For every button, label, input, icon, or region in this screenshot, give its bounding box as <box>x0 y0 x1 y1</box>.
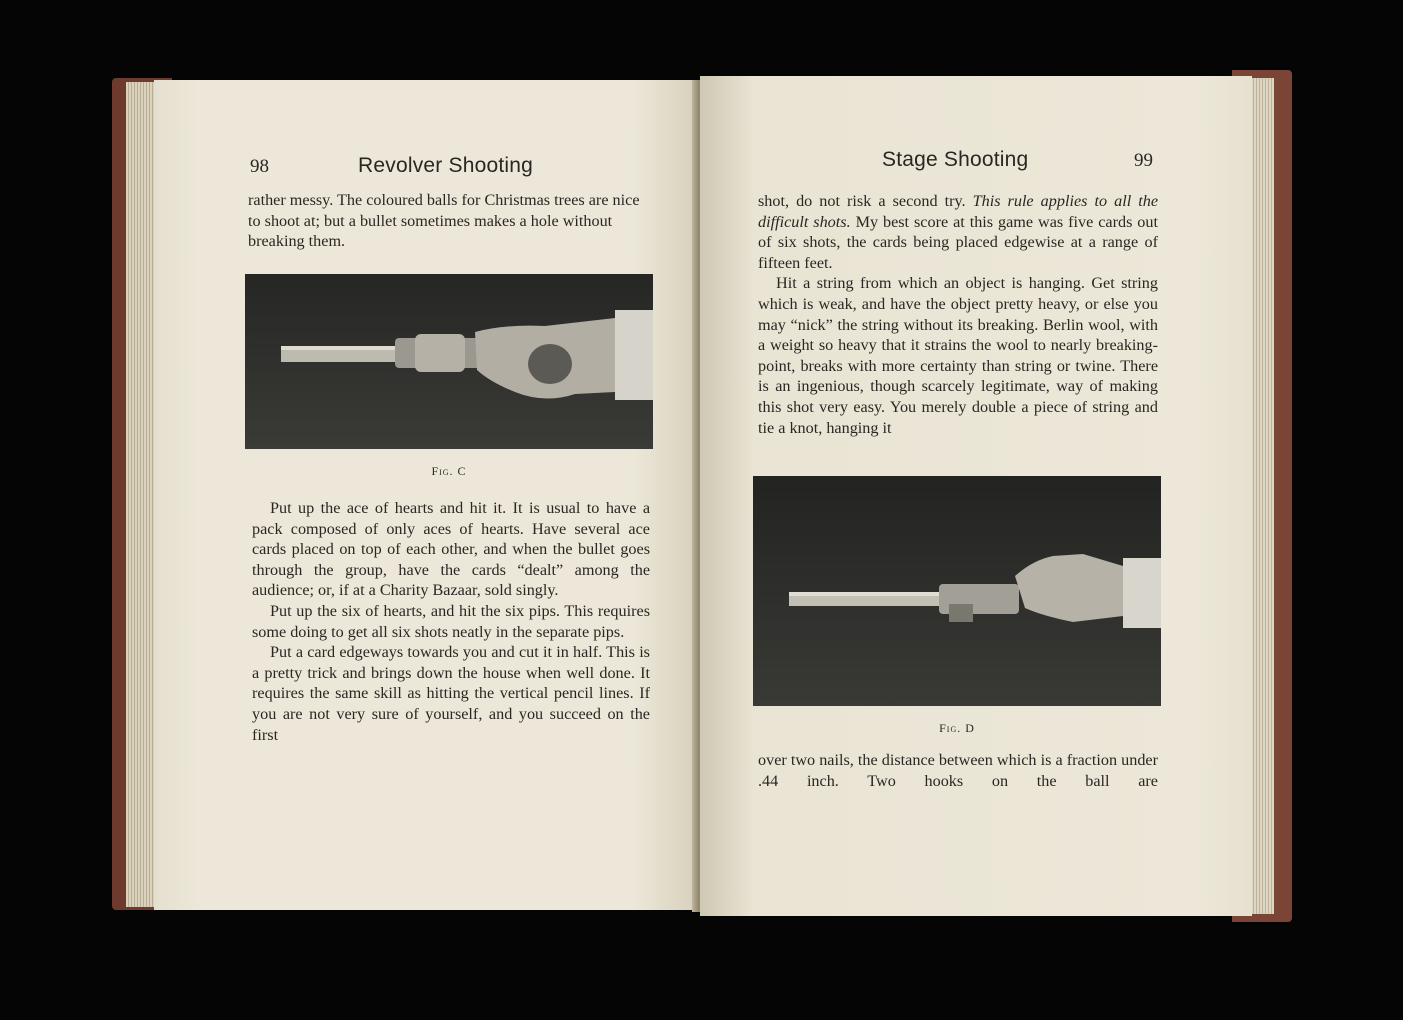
text-run: shot, do not risk a second try. <box>758 192 966 210</box>
left-page <box>154 80 700 910</box>
figure-c-photo <box>245 274 653 449</box>
paragraph: rather messy. The coloured balls for Christmas trees are nice to shoot at; but a bullet sometimes makes a hole without breaking them. <box>248 191 640 251</box>
paragraph-card-edgeways: Put a card edgeways towards you and cut it in half. This is a pretty trick and brings down the house when well done. It requires the same skill as hitting the vertical pencil lines. If you are not very sure of yourself, and you succeed on the first <box>252 643 650 744</box>
page-number: 99 <box>1134 150 1153 171</box>
revolver-hand-illustration <box>245 274 653 449</box>
body-text-top <box>758 191 1158 438</box>
italic-rule: This rule applies to all the difficult shots. <box>758 192 1159 231</box>
page-number: 98 <box>250 156 269 177</box>
revolver-hand-illustration <box>753 476 1161 706</box>
body-text-bottom <box>758 750 1158 791</box>
body-text <box>252 498 650 745</box>
figure-caption: Fig. D <box>939 721 975 735</box>
figure-caption: Fig. C <box>431 464 467 478</box>
open-book <box>112 70 1292 920</box>
figure-d-photo <box>753 476 1161 706</box>
running-head: Revolver Shooting <box>358 154 533 177</box>
paragraph-six-of-hearts: Put up the six of hearts, and hit the six pips. This requires some doing to get all six shots neatly in the separate pips. <box>252 601 650 641</box>
right-page <box>700 76 1252 916</box>
text-run: My best score at this game was five cards out of six shots, the cards being placed edgewise at a range of fifteen feet. <box>758 212 1158 272</box>
paragraph-nails: over two nails, the distance between which is a fraction under .44 inch. Two hooks on the ball are <box>758 751 1158 790</box>
paragraph-ace-of-hearts: Put up the ace of hearts and hit it. It is usual to have a pack composed of only aces of hearts. Have several ace cards placed on top of each other, and when the bullet goes through the group, have the cards “dealt” among the audience; or, if at a Charity Bazaar, sold singly. <box>252 499 650 600</box>
paragraph-first <box>758 191 1158 273</box>
running-head: Stage Shooting <box>882 148 1029 171</box>
paragraph-string: Hit a string from which an object is hanging. Get string which is weak, and have the object pretty heavy, or else you may “nick” the string without its breaking. Berlin wool, with a weight so heavy that it strains the wool to nearly breaking-point, breaks with more certainty than string or twine. There is an ingenious, though scarcely legitimate, way of making this shot very easy. You merely double a piece of string and tie a knot, hanging it <box>758 274 1158 437</box>
top-paragraph <box>248 190 650 252</box>
